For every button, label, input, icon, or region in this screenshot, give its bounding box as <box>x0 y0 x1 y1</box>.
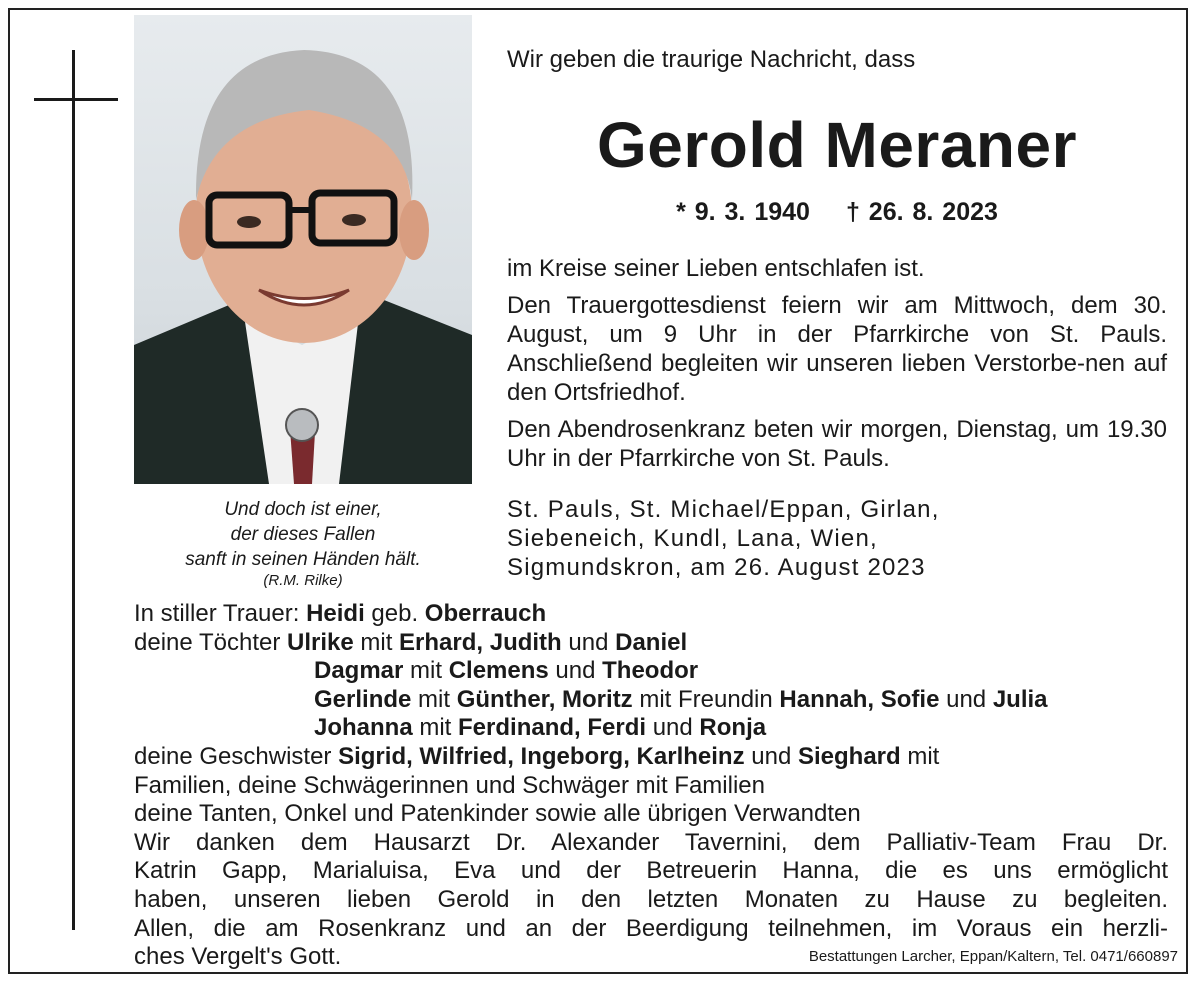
mourners-list <box>134 600 1168 972</box>
name-bold: Ronja <box>699 714 767 742</box>
places-line: Siebeneich, Kundl, Lana, Wien, <box>507 525 878 552</box>
mourners-row <box>134 657 1168 686</box>
places-line: Sigmundskron, am 26. August 2023 <box>507 554 926 581</box>
places-line: St. Pauls, St. Michael/Eppan, Girlan, <box>507 496 940 523</box>
portrait-photo <box>134 15 472 484</box>
body-paragraph: im Kreise seiner Lieben entschlafen ist. <box>507 255 925 282</box>
deceased-name: Gerold Meraner <box>596 109 1078 181</box>
name-bold: Johanna <box>314 714 413 742</box>
thanks-line: Wir danken dem Hausarzt Dr. Alexander Tavernini, dem Palliativ-Team Frau Dr. <box>134 828 1168 856</box>
text: mit <box>411 685 457 713</box>
mourners-row <box>134 629 1168 658</box>
name-bold: Julia <box>992 685 1048 713</box>
name-bold: Erhard, Judith <box>399 628 562 656</box>
name-bold: Sieghard <box>797 742 901 770</box>
quote-line: sanft in seinen Händen hält. <box>185 549 421 570</box>
thanks-line: Allen, die am Rosenkranz und an der Beerdigung teilnehmen, im Voraus ein herzli- <box>134 914 1168 942</box>
name-bold: Oberrauch <box>424 600 547 627</box>
name-bold: Gerlinde <box>314 685 412 713</box>
cross-icon-bar <box>34 98 118 101</box>
birth-date: * 9. 3. 1940 <box>676 198 810 226</box>
text: mit <box>403 657 449 685</box>
name-bold: Sigrid, Wilfried, Ingeborg, Karlheinz <box>338 742 745 770</box>
funeral-home-credit: Bestattungen Larcher, Eppan/Kaltern, Tel. 0471/660897 <box>808 948 1178 965</box>
thanks-line: ches Vergelt's Gott. <box>134 943 342 971</box>
life-dates <box>507 198 1167 227</box>
rilke-quote <box>134 497 472 590</box>
mourners-row <box>134 714 1168 743</box>
text: und <box>561 628 616 656</box>
mourners-row <box>134 743 1168 772</box>
quote-source: (R.M. Rilke) <box>263 572 343 589</box>
announcement-body <box>507 254 1167 481</box>
name-bold: Dagmar <box>314 657 404 685</box>
body-paragraph: Den Trauergottesdienst feiern wir am Mittwoch, dem 30. August, um 9 Uhr in der Pfarrkirche von St. Pauls. Anschließend begleiten wir unseren lieben Verstorbe-nen auf den Ortsfriedhof. <box>507 292 1167 406</box>
thanks-line: haben, unseren lieben Gerold in den letzten Monaten zu Hause zu begleiten. <box>134 885 1168 913</box>
mourners-row: deine Tanten, Onkel und Patenkinder sowie alle übrigen Verwandten <box>134 800 861 828</box>
places-and-date <box>507 495 1167 582</box>
text: In stiller Trauer: <box>134 600 307 627</box>
name-bold: Ferdinand, Ferdi <box>458 714 647 742</box>
name-bold: Ulrike <box>287 628 354 656</box>
thanks-line: Katrin Gapp, Marialuisa, Eva und der Betreuerin Hanna, die es uns ermöglicht <box>134 857 1168 885</box>
mourners-row: Familien, deine Schwägerinnen und Schwäger mit Familien <box>134 771 765 799</box>
text: mit <box>412 714 459 742</box>
text: mit <box>900 742 940 770</box>
name-bold: Daniel <box>615 628 688 656</box>
name-bold: Heidi <box>306 600 365 627</box>
text: und <box>646 714 700 742</box>
mourners-row <box>134 686 1168 715</box>
quote-line: der dieses Fallen <box>230 524 376 545</box>
text: deine Geschwister <box>134 742 339 770</box>
body-paragraph: Den Abendrosenkranz beten wir morgen, Dienstag, um 19.30 Uhr in der Pfarrkirche von St. Pauls. <box>507 416 1167 472</box>
cross-icon <box>72 50 75 930</box>
text: und <box>939 685 993 713</box>
text: mit <box>353 628 400 656</box>
text: und <box>548 657 603 685</box>
name-bold: Theodor <box>602 657 699 685</box>
text: deine Töchter <box>134 628 287 656</box>
text: geb. <box>364 600 425 627</box>
text: und <box>744 742 798 770</box>
intro-text: Wir geben die traurige Nachricht, dass <box>507 46 916 73</box>
name-bold: Clemens <box>448 657 549 685</box>
mourners-row <box>134 600 1168 629</box>
death-date: † 26. 8. 2023 <box>845 198 998 226</box>
quote-line: Und doch ist einer, <box>224 499 382 520</box>
text: mit Freundin <box>632 685 780 713</box>
name-bold: Hannah, Sofie <box>779 685 940 713</box>
name-bold: Günther, Moritz <box>456 685 633 713</box>
